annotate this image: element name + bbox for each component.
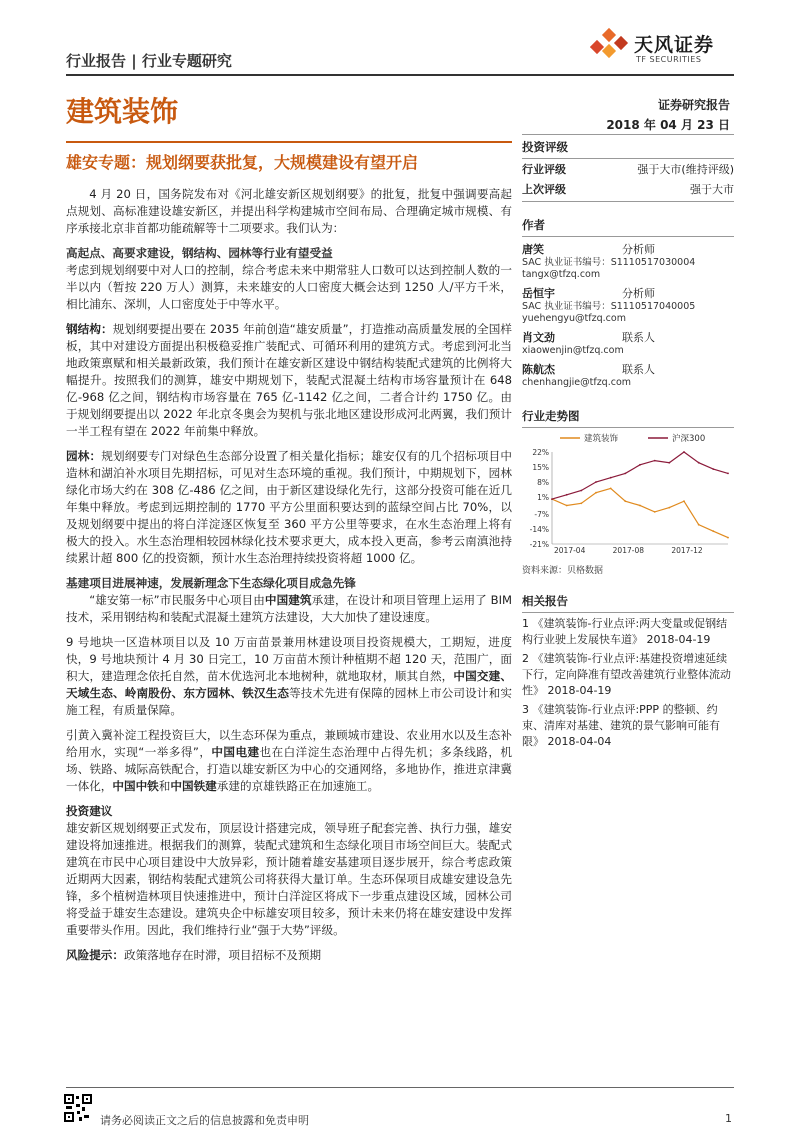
rating-key: 上次评级 <box>522 183 566 196</box>
trend-chart-box <box>522 405 734 576</box>
paragraph-civic-center <box>66 592 512 626</box>
y-tick-label: 8% <box>537 477 549 487</box>
text: 引黄入冀补淀工程投资巨大，以生态环保为重点，兼顾城市建设、农业用水以及生态补给用水，实现“一举多得”， <box>66 728 512 759</box>
qr-code-icon <box>64 1094 92 1122</box>
text: 也在白洋淀生态治理中占得先机；多条线路，机场、铁路、城际高铁配合，打造以雄安新区为中心的交通网络，多地协作，推进京津冀一体化， <box>66 745 512 793</box>
intro-paragraph: 4 月 20 日，国务院发布对《河北雄安新区规划纲要》的批复，批复中强调要高起点规划、高标准建设雄安新区，并提出科学构建城市空间布局、合理确定城市规模、有序承接北京非首都功能疏解等十二项要求。我们认为： <box>66 187 512 235</box>
series-point <box>551 498 553 500</box>
series-point <box>712 530 714 532</box>
author-role: 联系人 <box>622 331 655 344</box>
series-point <box>654 511 656 513</box>
report-subtitle: 雄安专题：规划纲要获批复，大规模建设有望开启 <box>66 153 419 172</box>
sidebar-top-rule <box>522 134 734 135</box>
rating-value: 强于大市 <box>690 183 734 196</box>
y-tick-label: -7% <box>534 510 549 520</box>
chart-title: 行业走势图 <box>522 405 734 428</box>
paragraph-steel <box>66 321 512 440</box>
trend-chart <box>522 428 734 558</box>
series-point <box>639 505 641 507</box>
series-point <box>595 481 597 483</box>
related-item[interactable]: 1 《建筑装饰-行业点评:两大变量或促钢结构行业驶上发展快车道》 2018-04-19 <box>522 617 728 646</box>
y-tick-label: 1% <box>537 492 549 502</box>
author-email[interactable]: tangx@tfzq.com <box>522 269 601 280</box>
company-names: 中国交建、天域生态、岭南股份、东方园林、铁汉生态 <box>66 669 512 700</box>
author-line <box>522 241 734 257</box>
author-email[interactable]: chenhangjie@tfzq.com <box>522 377 632 388</box>
body-steel: 规划纲要提出要在 2035 年前创造“雄安质量”，打造推动高质量发展的全国样板，其中对建设方面提出积极稳妥推广装配式、可循环利用的建筑方式。考虑到河北当地政策禀赋和相关最新政策，我们预计在雄安新区建设中钢结构装配式建筑的比例将大幅提升。按照我们的测算，雄安中期规划下，装配式混凝土结构市场容量预计在 648 亿-968 亿之间，钢结构市场容量在 765 亿-1142 亿之间，二者合计约 1750 亿。由于规划纲要提出以 2022 年北京冬奥会为契机与张北地区建设形成河北两翼，我们预计一半工程有望在 2022 年前集中释放。 <box>66 322 512 438</box>
footer-rule <box>66 1087 734 1088</box>
series-point <box>566 494 568 496</box>
author-sac: SAC 执业证书编号：S1110517040005 <box>522 301 696 312</box>
report-date: 2018 年 04 月 23 日 <box>606 118 730 132</box>
series-point <box>624 500 626 502</box>
risk-body: 政策落地存在时滞，项目招标不及预期 <box>123 948 322 962</box>
legend-label: 建筑装饰 <box>584 434 619 444</box>
paragraph-population: 考虑到规划纲要中对人口的控制，综合考虑未来中期常驻人口数可以达到控制人数的一半以内（暂按 220 万人）测算，未来雄安的人口密度大概会达到 1250 人/平方千米，相比浦东、深圳，人口密度处于中等水平。 <box>66 263 512 311</box>
y-tick-label: 15% <box>532 462 549 472</box>
series-line <box>552 488 728 537</box>
author-line <box>522 361 734 377</box>
author-role: 联系人 <box>622 363 655 376</box>
x-tick-label: 2017-08 <box>612 546 645 555</box>
lead-steel: 钢结构： <box>66 322 113 336</box>
related-item[interactable]: 3 《建筑装饰-行业点评:PPP 的整顿、约束、清库对基建、建筑的景气影响可能有限》 2018-04-04 <box>522 703 720 748</box>
series-point <box>683 451 685 453</box>
paragraph-water <box>66 727 512 795</box>
series-point <box>639 464 641 466</box>
text: 承建的京雄铁路正在加速施工。 <box>216 779 380 793</box>
page-number: 1 <box>725 1112 732 1125</box>
header-rule <box>66 74 734 76</box>
company-name: 中国电建 <box>211 745 260 759</box>
sidebar <box>522 136 734 750</box>
report-category: 行业报告 | 行业专题研究 <box>66 52 232 70</box>
series-point <box>698 462 700 464</box>
section-heading-invest: 投资建议 <box>66 804 113 818</box>
section-heading-1: 高起点、高要求建设，钢结构、园林等行业有望受益 <box>66 246 333 260</box>
x-tick-label: 2017-04 <box>554 546 586 555</box>
author-name: 岳恒宇 <box>522 287 555 300</box>
author-sac: SAC 执业证书编号：S1110517030004 <box>522 257 696 268</box>
chart-source: 资料来源：贝格数据 <box>522 566 604 576</box>
paragraph-landscape <box>66 448 512 567</box>
author-role: 分析师 <box>622 243 655 256</box>
text: 9 号地块一区造林项目以及 10 万亩苗景兼用林建设项目投资规模大，工期短，进度快，9 号地块预计 4 月 30 日完工，10 万亩苗木预计种植期不超 120 天，范围广，面积大，建造理念依托自然，苗木优选河北本地树种，就地取材，顺其自然， <box>66 635 512 683</box>
author-role: 分析师 <box>622 287 655 300</box>
series-point <box>654 460 656 462</box>
x-tick-label: 2017-12 <box>671 546 703 555</box>
y-tick-label: 22% <box>532 448 549 457</box>
footer-disclaimer: 请务必阅读正文之后的信息披露和免责申明 <box>100 1114 309 1127</box>
series-point <box>610 477 612 479</box>
author-name: 唐笑 <box>522 243 544 256</box>
logo-mark-icon <box>590 26 630 66</box>
legend-label: 沪深300 <box>672 434 706 444</box>
company-logo <box>590 26 740 70</box>
author-line <box>522 285 734 301</box>
main-content <box>66 186 512 972</box>
series-point <box>610 488 612 490</box>
text: 和 <box>158 779 171 793</box>
series-point <box>624 473 626 475</box>
text: “雄安第一标”市民服务中心项目由 <box>89 593 265 607</box>
series-point <box>668 507 670 509</box>
series-point <box>698 524 700 526</box>
rating-key: 行业评级 <box>522 163 566 176</box>
body-landscape: 规划纲要专门对绿色生态部分设置了相关量化指标；雄安仅有的几个招标项目中造林和湖泊补水项目先期招标，可见对生态环境的重视。我们预计，中期规划下，园林绿化市场大约在 308 亿-486 亿之间，由于新区建设绿化先行，这部分投资可能在近几年集中释放。考虑到远期控制的 1770 平方公里面积要达到的蓝绿空间占比 70%，以及规划纲要中提出的将白洋淀逐区恢复至 360 平方公里等要求，在水生态治理上将有极大的投入。水生态治理相较园林绿化技术要求更大，成本投入更高，参考云南滇池持续累计超 800 亿的投资额，预计水生态治理持续投资将超 1000 亿。 <box>66 449 512 565</box>
related-title: 相关报告 <box>522 590 734 613</box>
y-tick-label: -14% <box>529 525 549 535</box>
report-type: 证券研究报告 <box>657 98 730 112</box>
rating-row <box>522 179 734 202</box>
series-point <box>580 490 582 492</box>
lead-landscape: 园林： <box>66 449 102 463</box>
rating-title: 投资评级 <box>522 136 734 159</box>
title-rule <box>66 141 512 143</box>
author-name: 陈航杰 <box>522 363 555 376</box>
author-list <box>522 241 734 389</box>
text: 等技术先进有保障的园林上市公司设计和实施工程，有质量保障。 <box>66 686 512 717</box>
paragraph-invest: 雄安新区规划纲要正式发布，顶层设计搭建完成，领导班子配套完善、执行力强，雄安建设将加速推进。根据我们的测算，装配式建筑和生态绿化项目市场空间巨大。装配式建筑在市民中心项目建设中大放异彩，预计随着雄安基建项目逐步展开，综合考虑政策近期两大因素，钢结构装配式建筑公司将获得大量订单。生态环保项目成雄安建设急先锋，多个植树造林项目快速推进中，预计白洋淀区将成下一步重点建设区域，园林公司将受益于雄安生态建设。建筑央企中标雄安项目较多，预计未来仍将在雄安建设中发挥重要带头作用。因此，我们维持行业“强于大势”评级。 <box>66 821 512 937</box>
authors-title: 作者 <box>522 214 734 237</box>
author-email[interactable]: xiaowenjin@tfzq.com <box>522 345 624 356</box>
author-name: 肖文劲 <box>522 331 555 344</box>
logo-text-en: TF SECURITIES <box>636 55 702 64</box>
author-line <box>522 329 734 345</box>
company-name: 中国建筑 <box>264 593 312 607</box>
y-tick-label: -21% <box>529 540 549 549</box>
series-point <box>683 500 685 502</box>
series-point <box>727 537 729 539</box>
series-point <box>712 468 714 470</box>
related-item[interactable]: 2 《建筑装饰-行业点评:基建投资增速延续下行，定向降准有望改善建筑行业整体流动性》 2018-04-19 <box>522 652 731 697</box>
logo-text-cn: 天风证券 <box>634 34 715 56</box>
text: 承建，在设计和项目管理上运用了 BIM 技术，采用钢结构和装配式混凝土建筑方法建设，大大加快了建设速度。 <box>66 593 512 624</box>
company-name: 中国铁建 <box>170 779 217 793</box>
risk-lead: 风险提示： <box>66 948 124 962</box>
page-title: 建筑装饰 <box>66 95 179 128</box>
paragraph-risk <box>66 947 512 964</box>
company-name: 中国中铁 <box>112 779 159 793</box>
series-point <box>727 473 729 475</box>
author-email[interactable]: yuehengyu@tfzq.com <box>522 313 626 324</box>
related-list <box>522 616 734 750</box>
rating-value: 强于大市(维持评级) <box>637 163 734 176</box>
series-line <box>552 452 728 499</box>
series-point <box>580 502 582 504</box>
series-point <box>566 505 568 507</box>
rating-row <box>522 159 734 179</box>
series-point <box>668 462 670 464</box>
paragraph-forestry <box>66 634 512 719</box>
section-heading-2: 基建项目进展神速，发展新理念下生态绿化项目成急先锋 <box>66 576 356 590</box>
series-point <box>595 492 597 494</box>
